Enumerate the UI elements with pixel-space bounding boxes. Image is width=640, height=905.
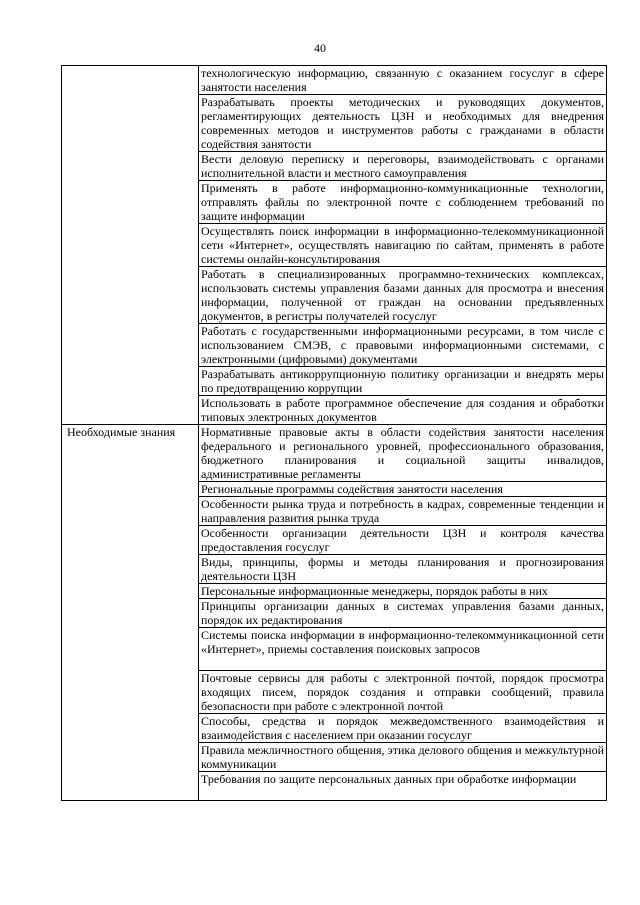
knowledge-item: Системы поиска информации в информационно-телекоммуникационной сети «Интернет», приемы составления поисковых запросов — [199, 628, 607, 671]
knowledge-item: Почтовые сервисы для работы с электронной почтой, порядок просмотра входящих писем, порядок создания и отправки сообщений, правила безопасности при работе с электронной почтой — [199, 671, 607, 714]
knowledge-item: Особенности организации деятельности ЦЗН и контроля качества предоставления госуслуг — [199, 526, 607, 555]
knowledge-label: Необходимые знания — [67, 425, 176, 439]
skill-item: Вести деловую переписку и переговоры, взаимодействовать с органами исполнительной власти и местного самоуправления — [199, 152, 607, 181]
knowledge-item: Нормативные правовые акты в области содействия занятости населения федерального и регионального уровней, профессионального образования, бюджетного планирования и социальной защиты инвалидов, административные регламенты — [199, 425, 607, 482]
skill-item: Работать с государственными информационными ресурсами, в том числе с использованием СМЭВ, с правовыми информационными системами, с электронными (цифровыми) документами — [199, 324, 607, 367]
skill-item: технологическую информацию, связанную с оказанием госуслуг в сфере занятости населения — [199, 66, 607, 95]
skill-item: Использовать в работе программное обеспечение для создания и обработки типовых электронных документов — [199, 396, 607, 425]
knowledge-item: Принципы организации данных в системах управления базами данных, порядок их редактирования — [199, 599, 607, 628]
skill-item: Применять в работе информационно-коммуникационные технологии, отправлять файлы по электронной почте с соблюдением требований по защите информации — [199, 181, 607, 224]
skills-label-cell — [62, 66, 199, 425]
skill-item: Осуществлять поиск информации в информационно-телекоммуникационной сети «Интернет», осуществлять навигацию по сайтам, применять в работе системы онлайн-консультирования — [199, 224, 607, 267]
skill-item: Разрабатывать антикоррупционную политику организации и внедрять меры по предотвращению коррупции — [199, 367, 607, 396]
knowledge-item: Правила межличностного общения, этика делового общения и межкультурной коммуникации — [199, 743, 607, 772]
skill-item: Разрабатывать проекты методических и руководящих документов, регламентирующих деятельность ЦЗН и необходимых для внедрения современных методов и инструментов работы с гражданами в области содействия занятости — [199, 95, 607, 152]
knowledge-item: Способы, средства и порядок межведомственного взаимодействия и взаимодействия с населением при оказании госуслуг — [199, 714, 607, 743]
knowledge-item: Особенности рынка труда и потребность в кадрах, современные тенденции и направления развития рынка труда — [199, 497, 607, 526]
competency-table — [61, 65, 607, 801]
table-row — [62, 66, 607, 95]
knowledge-item: Требования по защите персональных данных при обработке информации — [199, 772, 607, 801]
knowledge-item: Персональные информационные менеджеры, порядок работы в них — [199, 584, 607, 599]
knowledge-item: Региональные программы содействия занятости населения — [199, 482, 607, 497]
skill-item: Работать в специализированных программно-технических комплексах, использовать системы управления базами данных для просмотра и внесения информации, полученной от граждан на основании предъявленных документов, в регистры получателей госуслуг — [199, 267, 607, 324]
table-row — [62, 425, 607, 482]
knowledge-label-cell — [62, 425, 199, 801]
page-number: 40 — [314, 41, 326, 55]
knowledge-item: Виды, принципы, формы и методы планирования и прогнозирования деятельности ЦЗН — [199, 555, 607, 584]
